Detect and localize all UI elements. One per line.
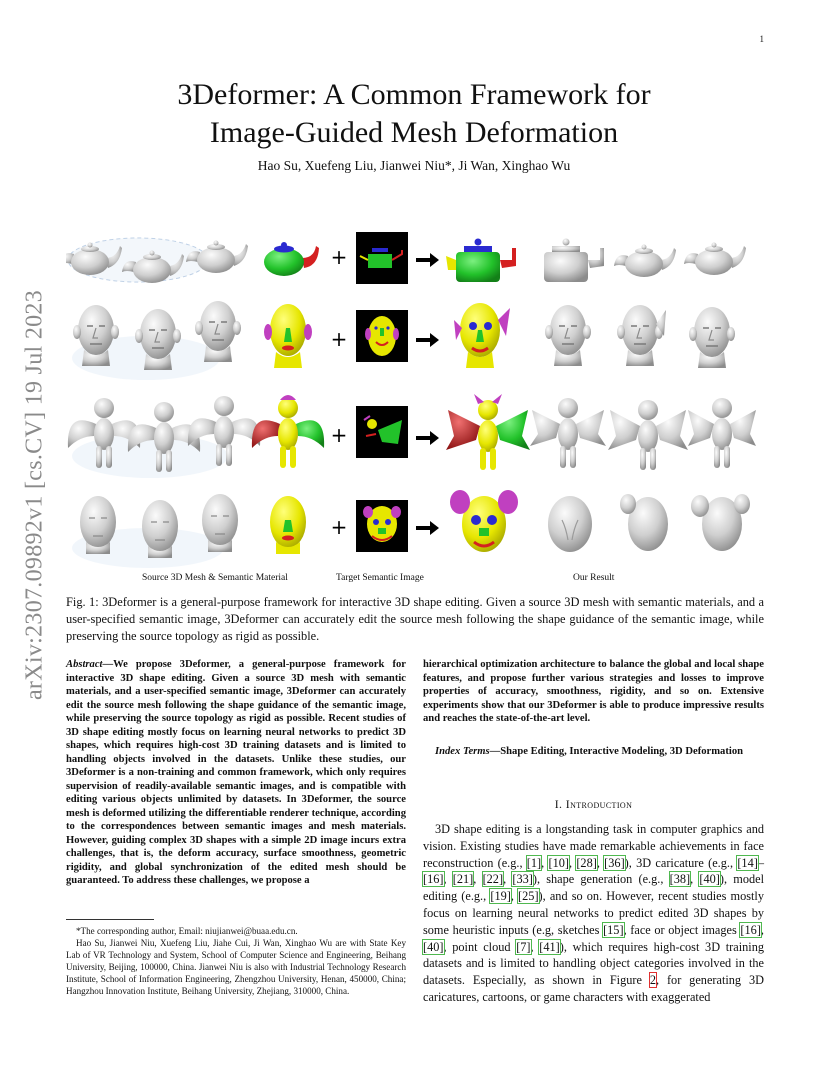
citation-link[interactable]: [40] bbox=[423, 939, 444, 954]
head-target-image bbox=[356, 310, 408, 362]
title-line-2: Image-Guided Mesh Deformation bbox=[209, 116, 619, 149]
intro-text: , face or object images bbox=[623, 922, 741, 937]
index-terms-label: Index Terms bbox=[435, 746, 490, 757]
face-result-semantic bbox=[450, 490, 518, 552]
citation-link[interactable]: [41] bbox=[539, 939, 560, 954]
citation-link[interactable]: [36] bbox=[604, 855, 625, 870]
head-result-semantic bbox=[454, 303, 510, 368]
plus-sign-row2: + bbox=[330, 327, 348, 351]
teapot-result-view-3 bbox=[684, 243, 746, 276]
intro-sep: , bbox=[760, 922, 764, 937]
head-semantic bbox=[264, 304, 312, 368]
footnote-affiliations: Hao Su, Jianwei Niu, Xuefeng Liu, Jiahe Cui, Ji Wan, Xinghao Wu are with State Key Lab of VR Technology and System, School of Computer Science and Engineering, Beihang University, Beijing, 100000, China. Jianwei Niu is also with Industrial Technology Research Institute, School of Information Engineering, Zhengzhou University, Henan, 450000, China; Hangzhou Innovation Institute, Beihang University, Zhejiang, 310000, China. bbox=[66, 938, 406, 997]
arxiv-identifier: arXiv:2307.09892v1 [cs.CV] 19 Jul 2023 bbox=[21, 289, 48, 701]
cherub-result-view-1 bbox=[530, 398, 606, 468]
section-title: Introduction bbox=[565, 797, 633, 811]
page-number: 1 bbox=[759, 34, 764, 44]
intro-sep: , bbox=[541, 855, 549, 870]
figure-label-target: Target Semantic Image bbox=[336, 573, 424, 583]
intro-sep: , bbox=[530, 939, 540, 954]
citation-link[interactable]: [25] bbox=[518, 889, 539, 904]
introduction-paragraph bbox=[423, 821, 764, 1006]
figure-caption: Fig. 1: 3Deformer is a general-purpose framework for interactive 3D shape editing. Given a source 3D mesh with semantic materials, and a user-specified semantic image, 3Deformer can accurately edit the source mesh following the shape guidance of the semantic image, while preserving the source topology as rigid as possible. bbox=[66, 595, 764, 643]
plus-sign-row1: + bbox=[330, 245, 348, 269]
arrow-row3 bbox=[416, 431, 439, 445]
footnote-rule bbox=[66, 919, 154, 920]
intro-sep: , bbox=[473, 872, 483, 887]
abstract-text: We propose 3Deformer, a general-purpose framework for interactive 3D shape editing. Given a source 3D mesh with semantic materials, and a user-specified semantic image, 3Deformer can accurately edit the source mesh following the shape guidance of the semantic image, while preserving the source topology as rigid as possible. Recent studies of 3D shape editing mostly focus on learning neural networks to predict 3D shapes, which requires high-cost 3D training datasets and is limited to handling objects involved in the datasets. Unlike these studies, our 3Deformer is a non-training and common framework, which only requires supervision of readily-available semantic images, and is compatible with editing various objects unlimited by datasets. In 3Deformer, the source mesh is deformed utilizing the differentiable renderer technique, according to the correspondences between semantic images and mesh materials. However, guiding complex 3D shapes with a simple 2D image incurs extra challenges, that is, the deform accuracy, surface smoothness, geometric rigidity, and global synchronization of the edited mesh should be guaranteed. To address these challenges, we propose a bbox=[66, 659, 406, 886]
citation-link[interactable]: [14] bbox=[737, 855, 758, 870]
intro-sep: , bbox=[443, 872, 453, 887]
intro-sep: – bbox=[757, 855, 764, 870]
citation-link[interactable]: [40] bbox=[699, 872, 720, 887]
index-terms-dash: — bbox=[489, 746, 501, 757]
index-terms bbox=[423, 745, 764, 759]
face-result-view-2 bbox=[620, 494, 668, 551]
citation-link[interactable]: [16] bbox=[423, 872, 444, 887]
intro-sep: , bbox=[510, 889, 519, 904]
figure-1 bbox=[66, 230, 764, 572]
abstract-label: Abstract bbox=[66, 659, 103, 670]
intro-text: ), which requires high-cost 3D training datasets and is limited to handling object categories involved in the datasets. Especially, as shown in Figure bbox=[423, 939, 764, 988]
paper-title bbox=[0, 76, 828, 152]
teapot-result-semantic bbox=[446, 239, 516, 283]
intro-text: ), 3D caricature (e.g., bbox=[624, 855, 738, 870]
footnote-corresponding: *The corresponding author, Email: niujianwei@buaa.edu.cn. bbox=[76, 926, 298, 936]
cherub-result-view-3 bbox=[688, 398, 756, 468]
face-result-view-3 bbox=[691, 494, 750, 551]
citation-link[interactable]: [19] bbox=[490, 889, 511, 904]
teapot-target-image bbox=[356, 232, 408, 284]
abstract-continued: hierarchical optimization architecture to balance the global and local shape features, and propose further various strategies and losses to improve properties of accuracy, smoothness, rigidity, and so on. Extensive experiments show that our 3Deformer is able to produce impressive results and reaches the state-of-the-art level. bbox=[423, 659, 764, 724]
figure-1-graphic bbox=[66, 230, 764, 572]
citation-link[interactable]: [1] bbox=[526, 855, 542, 870]
index-terms-text: Shape Editing, Interactive Modeling, 3D Deformation bbox=[500, 746, 744, 757]
plus-sign-row3: + bbox=[330, 423, 348, 447]
section-number: I. bbox=[554, 797, 563, 811]
citation-link[interactable]: [16] bbox=[740, 922, 761, 937]
cherub-semantic bbox=[252, 395, 324, 468]
intro-sep: , bbox=[568, 855, 577, 870]
face-target-image bbox=[356, 500, 408, 552]
head-result-view-1 bbox=[545, 305, 591, 366]
intro-sep: , bbox=[596, 855, 605, 870]
citation-link[interactable]: [21] bbox=[452, 872, 474, 887]
citation-link[interactable]: [28] bbox=[576, 855, 597, 870]
figure-label-result: Our Result bbox=[573, 573, 615, 583]
teapot-result-view-2 bbox=[614, 245, 676, 278]
plus-sign-row4: + bbox=[330, 515, 348, 539]
figure-label-source: Source 3D Mesh & Semantic Material bbox=[142, 573, 288, 583]
section-heading bbox=[423, 797, 764, 812]
face-result-view-1 bbox=[548, 496, 592, 552]
cherub-result-view-2 bbox=[608, 400, 688, 470]
teapot-semantic bbox=[264, 242, 319, 276]
citation-link[interactable]: [33] bbox=[512, 872, 533, 887]
title-line-1: 3Deformer: A Common Framework for bbox=[177, 78, 651, 111]
intro-text: , point cloud bbox=[443, 939, 517, 954]
intro-text: ), and so on. However, recent studies mostly focus on learning neural networks to predict edited 3D shapes by some heuristic inputs (e.g, sketches bbox=[423, 889, 764, 937]
citation-link[interactable]: [10] bbox=[548, 855, 569, 870]
author-list: Hao Su, Xuefeng Liu, Jianwei Niu*, Ji Wan, Xinghao Wu bbox=[257, 158, 571, 173]
arrow-row2 bbox=[416, 333, 439, 347]
intro-sep: , bbox=[690, 872, 700, 887]
intro-text: 3D shape editing is a longstanding task in computer graphics and vision. Existing studies have made remarkable achievements in face reconstruction (e.g., bbox=[423, 822, 764, 870]
figure-link[interactable]: 2 bbox=[649, 973, 656, 988]
face-semantic bbox=[270, 496, 306, 554]
citation-link[interactable]: [38] bbox=[669, 872, 691, 887]
abstract bbox=[66, 658, 406, 888]
citation-link[interactable]: [15] bbox=[603, 922, 624, 937]
cherub-target-image bbox=[356, 406, 408, 458]
abstract-dash: — bbox=[102, 659, 114, 670]
teapot-result-view-1 bbox=[544, 239, 604, 283]
head-result-view-2 bbox=[617, 305, 666, 366]
arxiv-stamp bbox=[5, 289, 65, 701]
intro-text: ), model editing (e.g., bbox=[423, 872, 765, 904]
intro-text: , for generating 3D caricatures, cartoons, or game characters with exaggerated bbox=[423, 973, 764, 1004]
cherub-result-semantic bbox=[446, 394, 530, 470]
footnote bbox=[66, 925, 406, 998]
citation-link[interactable]: [7] bbox=[516, 939, 531, 954]
intro-sep: , bbox=[503, 872, 513, 887]
intro-text: ), shape generation (e.g., bbox=[532, 872, 670, 887]
head-result-view-3 bbox=[689, 307, 735, 368]
arrow-row4 bbox=[416, 521, 439, 535]
citation-link[interactable]: [22] bbox=[482, 872, 504, 887]
arrow-row1 bbox=[416, 253, 439, 267]
